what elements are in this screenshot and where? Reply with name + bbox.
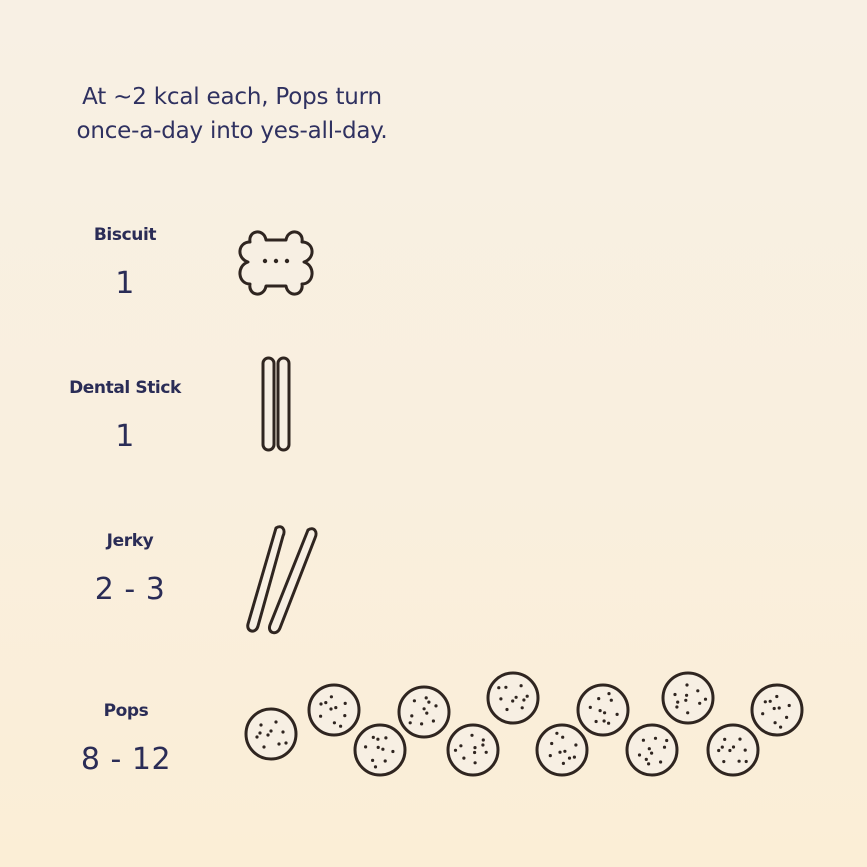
pop-treat-icon — [627, 725, 677, 775]
row-pops-count: 8 - 12 — [80, 742, 172, 777]
row-dental-stick-label: Dental Stick — [69, 378, 181, 398]
pops-treats-group — [240, 668, 810, 780]
pop-treat-icon — [309, 685, 359, 735]
headline-line-1: At ~2 kcal each, Pops turn — [82, 84, 382, 110]
row-jerky-count: 2 - 3 — [94, 572, 166, 607]
row-biscuit-label: Biscuit — [93, 225, 157, 245]
pop-treat-icon — [752, 685, 802, 735]
bone-biscuit-icon — [228, 228, 324, 298]
pop-treat-icon — [355, 725, 405, 775]
row-pops-label: Pops — [103, 701, 149, 721]
pop-treat-icon — [488, 673, 538, 723]
pop-treat-icon — [399, 687, 449, 737]
dental-stick-icon — [255, 352, 300, 456]
jerky-strips-icon — [238, 520, 328, 638]
row-jerky-label: Jerky — [106, 531, 154, 551]
headline-line-2: once-a-day into yes-all-day. — [76, 118, 388, 144]
pop-treat-icon — [246, 709, 296, 759]
pop-treat-icon — [537, 725, 587, 775]
headline — [62, 80, 402, 148]
pop-treat-icon — [708, 725, 758, 775]
row-dental-stick-count: 1 — [115, 419, 135, 454]
pop-treat-icon — [578, 685, 628, 735]
pop-treat-icon — [663, 673, 713, 723]
row-biscuit-count: 1 — [115, 266, 135, 301]
pop-treat-icon — [448, 725, 498, 775]
